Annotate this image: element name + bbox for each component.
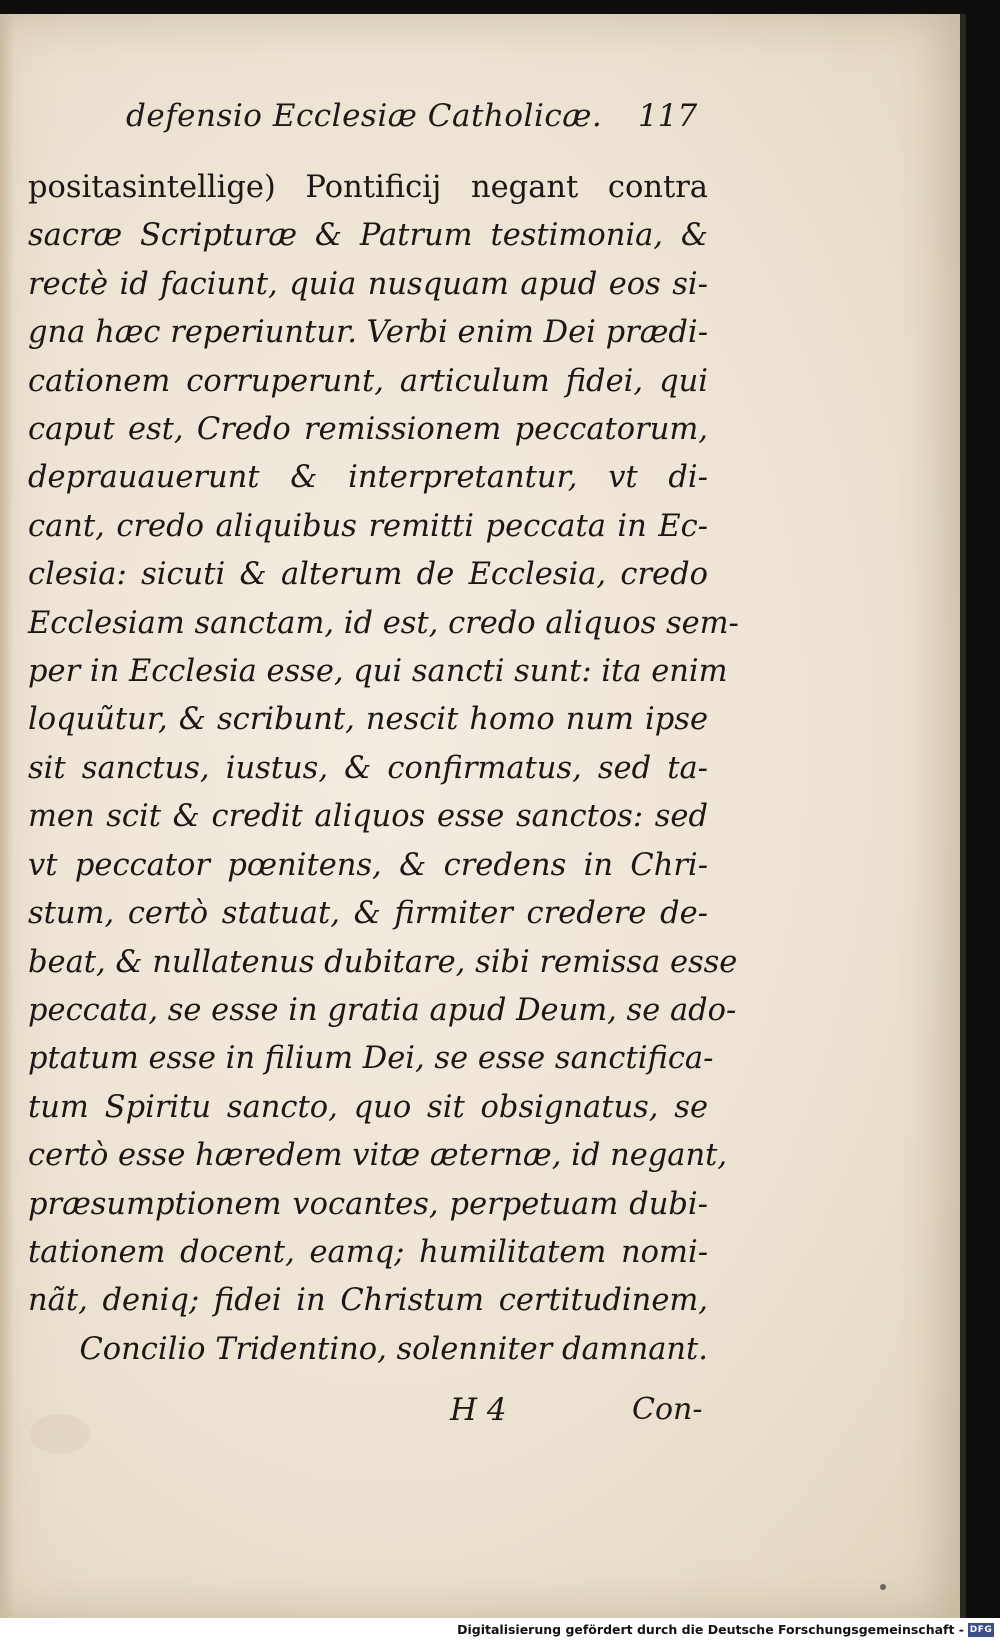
paper-stain — [30, 1414, 90, 1454]
text-line: stum, certò statuat, & firmiter credere de- — [28, 896, 708, 932]
text-line: ptatum esse in filium Dei, se esse sanctifica- — [28, 1041, 714, 1077]
text-line: peccata, se esse in gratia apud Deum, se ado- — [28, 992, 737, 1028]
digitization-footer — [0, 1618, 1000, 1645]
running-head: defensio Ecclesiæ Catholicæ. — [126, 98, 603, 134]
dfg-logo-icon: DFG — [969, 1625, 993, 1635]
text-line: men scit & credit aliquos esse sanctos: sed — [28, 799, 708, 835]
signature-mark: H 4 — [450, 1392, 507, 1428]
catchword: Con- — [632, 1392, 703, 1427]
page-number: 117 — [638, 98, 698, 134]
body-text — [28, 164, 739, 1374]
text-line: vt peccator pœnitens, & credens in Chri- — [28, 847, 708, 883]
text-line: per in Ecclesia esse, qui sancti sunt: ita enim — [28, 654, 728, 690]
text-line: beat, & nullatenus dubitare, sibi remissa esse — [28, 944, 738, 980]
text-line: deprauauerunt & interpretantur, vt di- — [28, 460, 708, 496]
text-line: præsumptionem vocantes, perpetuam dubi- — [28, 1186, 708, 1222]
text-line: tum Spiritu sancto, quo sit obsignatus, se — [28, 1089, 708, 1125]
text-line: rectè id faciunt, quia nusquam apud eos si- — [28, 266, 708, 302]
text-line: caput est, Credo remissionem peccatorum, — [28, 412, 708, 448]
text-line: gna hæc reperiuntur. Verbi enim Dei prædi- — [28, 315, 708, 351]
text-line: positasintellige) Pontificij negant contra — [28, 170, 708, 205]
text-line: sit sanctus, iustus, & confirmatus, sed ta- — [28, 750, 708, 786]
text-line: cant, credo aliquibus remitti peccata in Ec- — [28, 508, 708, 544]
text-line: loquũtur, & scribunt, nescit homo num ipse — [28, 702, 708, 738]
text-line: clesia: sicuti & alterum de Ecclesia, credo — [28, 557, 708, 593]
text-line: Ecclesiam sanctam, id est, credo aliquos sem- — [28, 605, 739, 641]
text-line: cationem corruperunt, articulum fidei, qui — [28, 363, 708, 399]
text-line: tationem docent, eamq; humilitatem nomi- — [28, 1234, 708, 1270]
text-line: certò esse hæredem vitæ æternæ, id negant, — [28, 1138, 728, 1174]
text-line: Concilio Tridentino, solenniter damnant. — [79, 1331, 708, 1367]
funding-credit: Digitalisierung gefördert durch die Deutsche Forschungsgemeinschaft - — [457, 1622, 964, 1637]
book-page — [0, 14, 966, 1618]
text-line: nãt, deniq; fidei in Christum certitudinem, — [28, 1283, 708, 1319]
ink-dot — [880, 1584, 886, 1590]
text-line: sacræ Scripturæ & Patrum testimonia, & — [28, 218, 708, 254]
